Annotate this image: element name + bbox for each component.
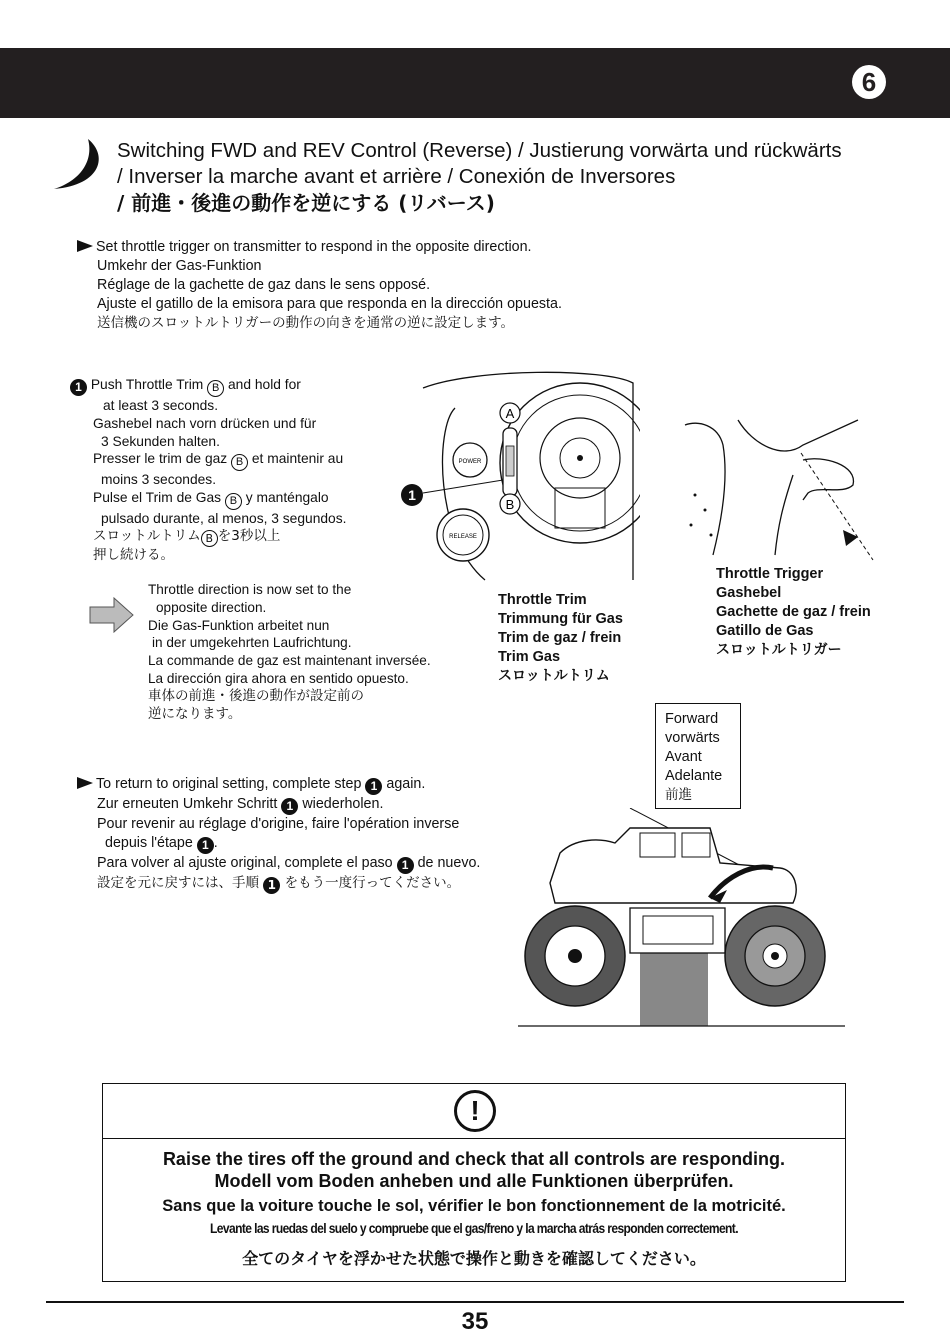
trim-a-label: A — [505, 406, 515, 421]
trim-b-icon: B — [231, 454, 248, 471]
step-badge: 1 — [70, 379, 87, 396]
right-arrow-icon — [89, 597, 135, 633]
forward-callout: Forward vorwärts Avant Adelante 前進 — [655, 703, 741, 809]
intro-line-fr: Réglage de la gachette de gaz dans le sens opposé. — [97, 277, 431, 293]
intro-instructions — [77, 238, 562, 333]
step-number-badge: 6 — [852, 65, 886, 99]
step1-instructions: 1 Push Throttle Trim B and hold for at least 3 seconds. Gashebel nach vorn drücken und für 3 Sekunden halten. Presser le trim de gaz B et maintenir au moins 3 secondes. Pulse el Trim de Gas B y manténgalo pulsado durante, al menos, 3 segundos. スロットルトリム B を3秒以上 押し続ける。 — [70, 376, 346, 565]
result-description: Throttle direction is now set to the opposite direction. Die Gas-Funktion arbeitet nun in der umgekehrten Laufrichtung. La commande de gaz est maintenant inversée. La dirección gira ahora en sentido opuesto. 車体の前進・後進の動作が設定前の 逆になります。 — [148, 582, 431, 722]
trim-b-label: B — [505, 497, 515, 512]
intro-line-es: Ajuste el gatillo de la emisora para que responda en la dirección opuesta. — [97, 296, 562, 312]
step-badge: 1 — [263, 877, 280, 894]
step-badge: 1 — [281, 798, 298, 815]
title-line-3: / 前進・後進の動作を逆にする (リバース) — [117, 191, 495, 215]
header-bar — [0, 48, 950, 118]
section-title — [117, 138, 917, 216]
warning-header — [103, 1084, 845, 1139]
pointer-arrow-icon — [77, 777, 93, 789]
intro-line-jp: 送信機のスロットルトリガーの動作の向きを通常の逆に設定します。 — [97, 315, 515, 331]
release-button-label: RELEASE — [449, 534, 477, 540]
exclamation-icon: ! — [454, 1090, 496, 1132]
title-line-2: / Inverser la marche avant et arrière / Conexión de Inversores — [117, 165, 676, 188]
footer-rule — [46, 1301, 904, 1303]
callout-number: 1 — [408, 487, 416, 503]
crescent-icon — [50, 135, 110, 193]
pointer-arrow-icon — [77, 240, 93, 252]
trim-b-icon: B — [225, 493, 242, 510]
trim-b-icon: B — [207, 380, 224, 397]
monster-truck-illustration — [515, 808, 850, 1030]
return-instructions: To return to original setting, complete step 1 again. Zur erneuten Umkehr Schritt 1 wiederholen. Pour revenir au réglage d'origine, faire l'opération inverse depuis l'étape 1 . Para volver al ajuste original, complete el paso 1 de nuevo. 設定を元に戻すには、手順 1 をもう一度行ってください。 — [77, 775, 480, 894]
title-line-1: Switching FWD and REV Control (Reverse) / Justierung vorwärta und rückwärts — [117, 139, 842, 162]
intro-line-en: Set throttle trigger on transmitter to respond in the opposite direction. — [77, 238, 562, 257]
step-badge: 1 — [365, 778, 382, 795]
throttle-trigger-labels: Throttle Trigger Gashebel Gachette de gaz / frein Gatillo de Gas スロットルトリガー — [716, 566, 871, 658]
intro-line-de: Umkehr der Gas-Funktion — [97, 258, 262, 274]
page-number: 35 — [461, 1308, 489, 1335]
throttle-trigger-diagram — [683, 415, 878, 565]
step-badge: 1 — [197, 837, 214, 854]
trim-b-icon: B — [201, 530, 218, 547]
power-button-label: POWER — [458, 459, 482, 465]
transmitter-trim-diagram — [395, 368, 640, 583]
throttle-trim-labels: Throttle Trim Trimmung für Gas Trim de gaz / frein Trim Gas スロットルトリム — [498, 592, 623, 684]
warning-box — [102, 1083, 846, 1282]
warning-text: Raise the tires off the ground and check that all controls are responding. Modell vom Boden anheben und alle Funktionen überprüfen. Sans que la voiture touche le sol, vérifier le bon fonctionnement de la motricité. Levante las ruedas del suelo y compruebe que el gas/freno y la marcha atrás responden correctement. 全てのタイヤを浮かせた状態で操作と動きを確認してください。 — [162, 1149, 786, 1268]
step-badge: 1 — [397, 857, 414, 874]
